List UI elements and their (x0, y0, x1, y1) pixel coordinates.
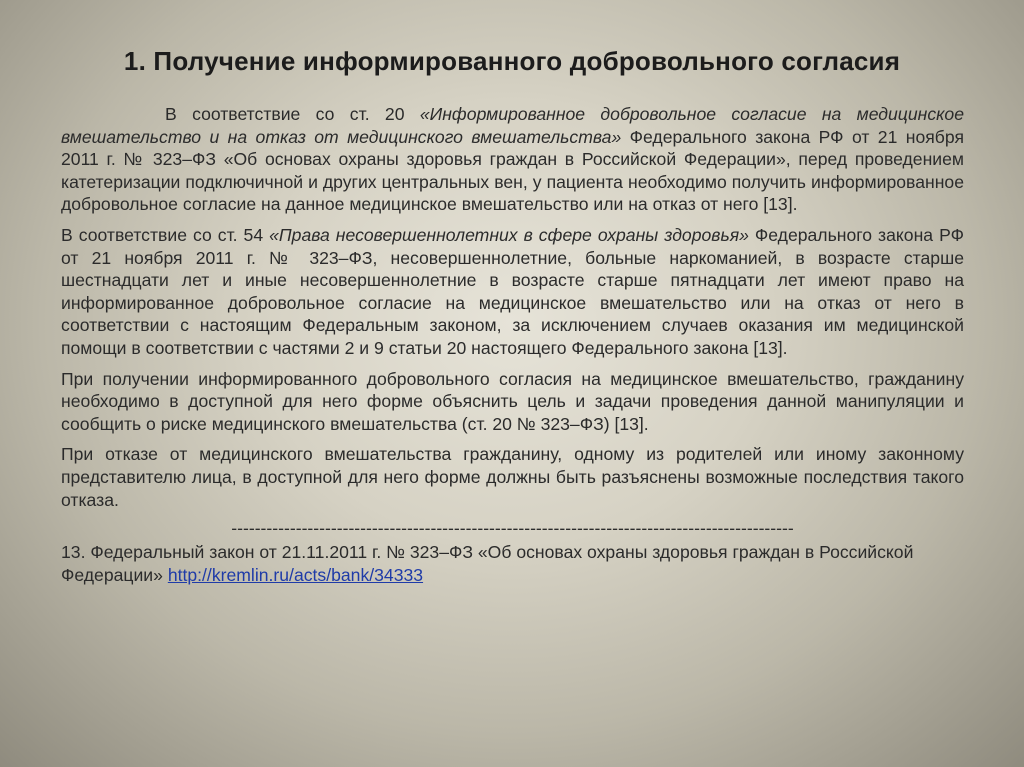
footnote-link[interactable]: http://kremlin.ru/acts/bank/34333 (167, 564, 424, 585)
paragraph-refusal: При отказе от медицинского вмешательства гражданину, одному из родителей или иному законному представителю лица, в доступной для него форме должны быть разъяснены возможные последствия такого отказа. (61, 444, 964, 510)
paragraph-text: Федерального закона РФ от 21 ноября 2011 г. № 323–ФЗ, несовершеннолетние, больные наркоманией, в возрасте старше шестнадцати лет и иные несовершеннолетние в возрасте старше пятнадцати лет имеют право на информированное добровольное согласие на медицинское вмешательство или на отказ от него в соответствии с настоящим Федеральным законом, за исключением случаев оказания им медицинской помощи в соответствии с частями 2 и 9 статьи 20 настоящего Федерального закона [13]. (61, 224, 964, 358)
paragraph-text: В соответствие со ст. 20 (165, 104, 420, 124)
paragraph-text: В соответствие со ст. 54 (61, 224, 270, 245)
paragraph-article-54 (61, 224, 964, 360)
slide-title: 1. Получение информированного добровольного согласия (123, 46, 901, 76)
slide-body (61, 103, 964, 586)
article-title-italic: «Информированное добровольное согласие на медицинское вмешательство и на отказ от медицинского вмешательства» (61, 104, 965, 147)
paragraph-text: Федерального закона РФ от 21 ноября 2011 г. № 323–ФЗ «Об основах охраны здоровья граждан в Российской Федерации», перед проведением катетеризации подключичной и других центральных вен, у пациента необходимо получить информированное добровольное согласие на данное медицинское вмешательство или на отказ от него [13]. (61, 126, 964, 215)
paragraph-article-20 (61, 103, 964, 216)
footnote-text: 13. Федеральный закон от 21.11.2011 г. № 323–ФЗ «Об основах охраны здоровья граждан в Российской Федерации» (61, 542, 914, 585)
article-title-italic: «Права несовершеннолетних в сфере охраны здоровья» (269, 224, 749, 245)
footnote (61, 541, 964, 586)
footnote-separator: ------------------------------------------------------------------------------------------------ (231, 519, 794, 538)
paragraph-consent-explanation: При получении информированного добровольного согласия на медицинское вмешательство, гражданину необходимо в доступной для него форме объяснить цель и задачи проведения данной манипуляции и сообщить о риске медицинского вмешательства (ст. 20 № 323–ФЗ) [13]. (61, 368, 964, 434)
